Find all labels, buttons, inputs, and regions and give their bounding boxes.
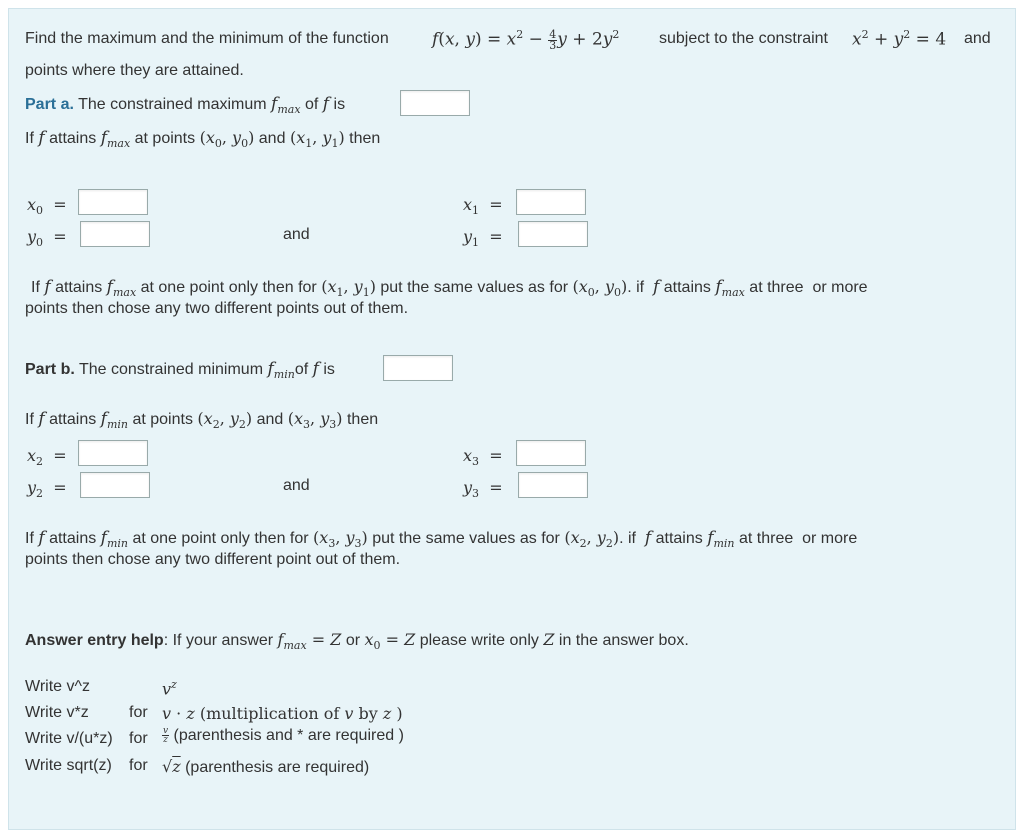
y1-label: $y_1$ =: [463, 227, 503, 250]
help-colon: :: [163, 632, 169, 649]
intro-line2: points where they are attained.: [25, 62, 244, 79]
attain-and-b: and: [256, 411, 284, 428]
help-row-div-expr: $\frac{v}{z}$ (parenthesis and * are required ): [163, 726, 404, 746]
part-a-heading: Part a. The constrained maximum $f_{max}$ of f is: [25, 94, 346, 117]
help-label: Answer entry help: [25, 632, 164, 649]
help-text3: in the answer box.: [558, 632, 689, 649]
help-or: or: [345, 632, 361, 649]
fraction-4-3: $\frac{4}{3}$: [549, 27, 557, 52]
x0-label: $x_0$ =: [27, 195, 67, 218]
attain-points-b: at points: [132, 411, 193, 428]
part-b-attain-line: If f attains $f_{min}$ at points ($x_2$, $y_2$) and ($x_3$, $y_3$) then: [25, 409, 379, 432]
x0-input[interactable]: [78, 189, 148, 215]
y0-input[interactable]: [80, 221, 150, 247]
part-b-label: Part b.: [25, 361, 75, 378]
part-b-text: The constrained minimum: [78, 361, 264, 378]
attain-then: then: [349, 130, 381, 147]
x1-input[interactable]: [516, 189, 586, 215]
help-row-div-for: for: [129, 730, 148, 747]
x2-label: $x_2$ =: [27, 446, 67, 469]
y2-label: $y_2$ =: [27, 478, 67, 501]
intro-text: [25, 30, 389, 48]
part-a-note-line1: If f attains $f_{max}$ at one point only then for ($x_1$, $y_1$) put the same values as for ($x_0$, $y_0$). if f attains $f_{max}$ at three or more: [31, 277, 868, 300]
help-row-mult-for: for: [129, 704, 148, 721]
x3-input[interactable]: [516, 440, 586, 466]
help-row-sqrt-write: Write sqrt(z): [25, 757, 112, 774]
help-row-sqrt-for: for: [129, 757, 148, 774]
intro-and: and: [964, 30, 991, 47]
attain-then-b: then: [346, 411, 379, 428]
part-a-attain-line: If f attains $f_{max}$ at points ($x_0$, $y_0$) and ($x_1$, $y_1$) then: [25, 128, 381, 151]
fmax-input[interactable]: [400, 90, 470, 116]
constraint-expression: $x^2 + y^2 = 4$: [852, 28, 947, 50]
help-row-div-desc: (parenthesis and * are required ): [173, 727, 404, 744]
y1-input[interactable]: [518, 221, 588, 247]
y0-label: $y_0$ =: [27, 227, 67, 250]
x2-input[interactable]: [78, 440, 148, 466]
help-row-power-write: Write v^z: [25, 678, 90, 695]
function-expression: f(x, $y) = x^2$ − $\frac{4}{3}$ $y + 2y^2$: [432, 27, 620, 52]
part-b-is: is: [323, 361, 335, 378]
attain-if: If: [25, 130, 34, 147]
help-z: Z: [543, 630, 555, 649]
attain-points: at points: [134, 130, 196, 147]
help-row-div-write: Write v/(u*z): [25, 730, 113, 747]
help-row-mult-expr: v · z (multiplication of v by z ): [162, 704, 403, 723]
attain-and: and: [258, 130, 286, 147]
help-row-power-expr: $v^z$: [162, 678, 177, 699]
part-a-note-line2: points then chose any two different points out of them.: [25, 300, 409, 317]
constraint-prefix: subject to the constraint: [659, 30, 828, 47]
part-b-of: of: [294, 361, 309, 378]
part-b-note-line2: points then chose any two different point out of them.: [25, 551, 401, 568]
part-b-heading: Part b. The constrained minimum $f_{min}of$ f is: [25, 359, 335, 382]
part-a-and: and: [283, 226, 310, 243]
part-b-and: and: [283, 477, 310, 494]
part-a-label: Part a.: [25, 96, 74, 113]
part-a-text: The constrained maximum: [78, 96, 267, 113]
x3-label: $x_3$ =: [463, 446, 503, 469]
help-text1: If your answer: [172, 632, 274, 649]
y3-input[interactable]: [518, 472, 588, 498]
intro-prefix: Find the maximum and the minimum of the function: [25, 30, 389, 47]
part-a-of: of: [305, 96, 319, 113]
y3-label: $y_3$ =: [463, 478, 503, 501]
part-b-note-line1: If f attains $f_{min}$ at one point only then for ($x_3$, $y_3$) put the same values as for ($x_2$, $y_2$). if f attains $f_{min}$ at three or more: [25, 528, 858, 551]
help-row-sqrt-desc: (parenthesis are required): [185, 759, 370, 776]
y2-input[interactable]: [80, 472, 150, 498]
attain-word: attains: [49, 130, 97, 147]
help-line: Answer entry help: If your answer $f_{max} = Z$ or $x_0 = Z$ please write only Z in the answer box.: [25, 630, 689, 653]
help-text2: please write only: [419, 632, 539, 649]
part-a-is: is: [333, 96, 346, 113]
help-row-sqrt-expr: √z (parenthesis are required): [162, 757, 370, 776]
x1-label: $x_1$ =: [463, 195, 503, 218]
help-row-mult-write: Write v*z: [25, 704, 89, 721]
fmin-input[interactable]: [383, 355, 453, 381]
